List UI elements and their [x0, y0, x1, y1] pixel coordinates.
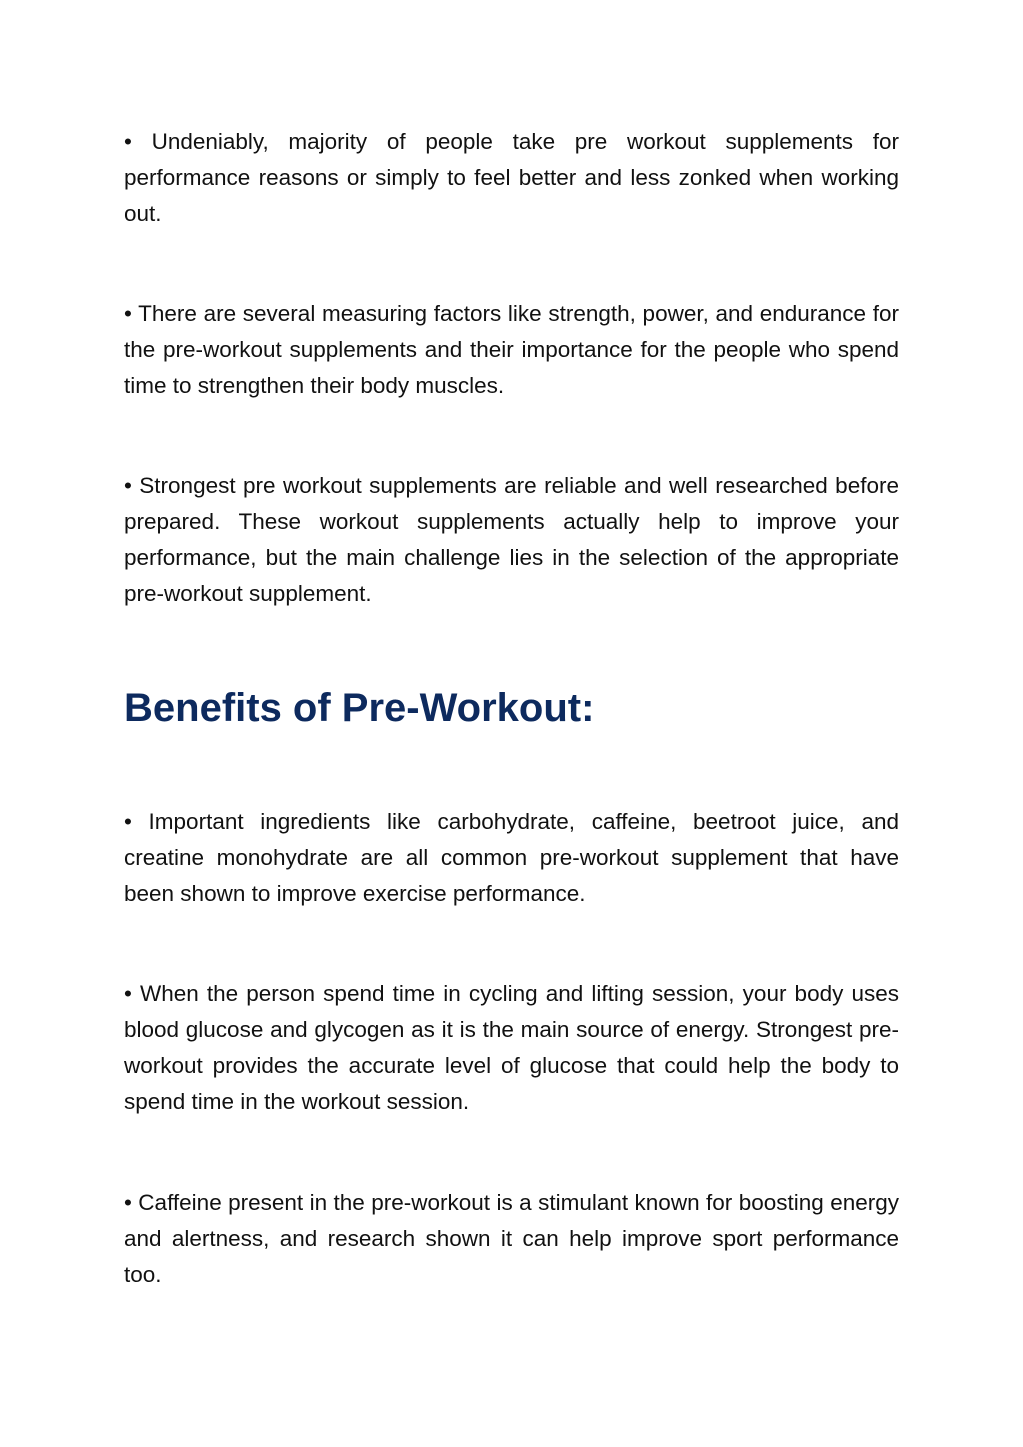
benefit-point-2: • When the person spend time in cycling and lifting session, your body uses blood glucose and glycogen as it is the main source of energy. Strongest pre-workout provides the accurate level of glucose that could help the body to spend time in the workout session. [124, 981, 899, 1114]
benefit-point-1: • Important ingredients like carbohydrate, caffeine, beetroot juice, and creatine monohydrate are all common pre-workout supplement that have been shown to improve exercise performance. [124, 809, 899, 906]
benefits-heading: Benefits of Pre-Workout: [124, 686, 595, 730]
intro-point-1: • Undeniably, majority of people take pre workout supplements for performance reasons or simply to feel better and less zonked when working out. [124, 129, 899, 226]
intro-point-3: • Strongest pre workout supplements are reliable and well researched before prepared. These workout supplements actually help to improve your performance, but the main challenge lies in the selection of the appropriate pre-workout supplement. [124, 473, 899, 606]
benefit-point-3: • Caffeine present in the pre-workout is a stimulant known for boosting energy and alertness, and research shown it can help improve sport performance too. [124, 1190, 899, 1287]
intro-point-2: • There are several measuring factors like strength, power, and endurance for the pre-workout supplements and their importance for the people who spend time to strengthen their body muscles. [124, 301, 899, 398]
